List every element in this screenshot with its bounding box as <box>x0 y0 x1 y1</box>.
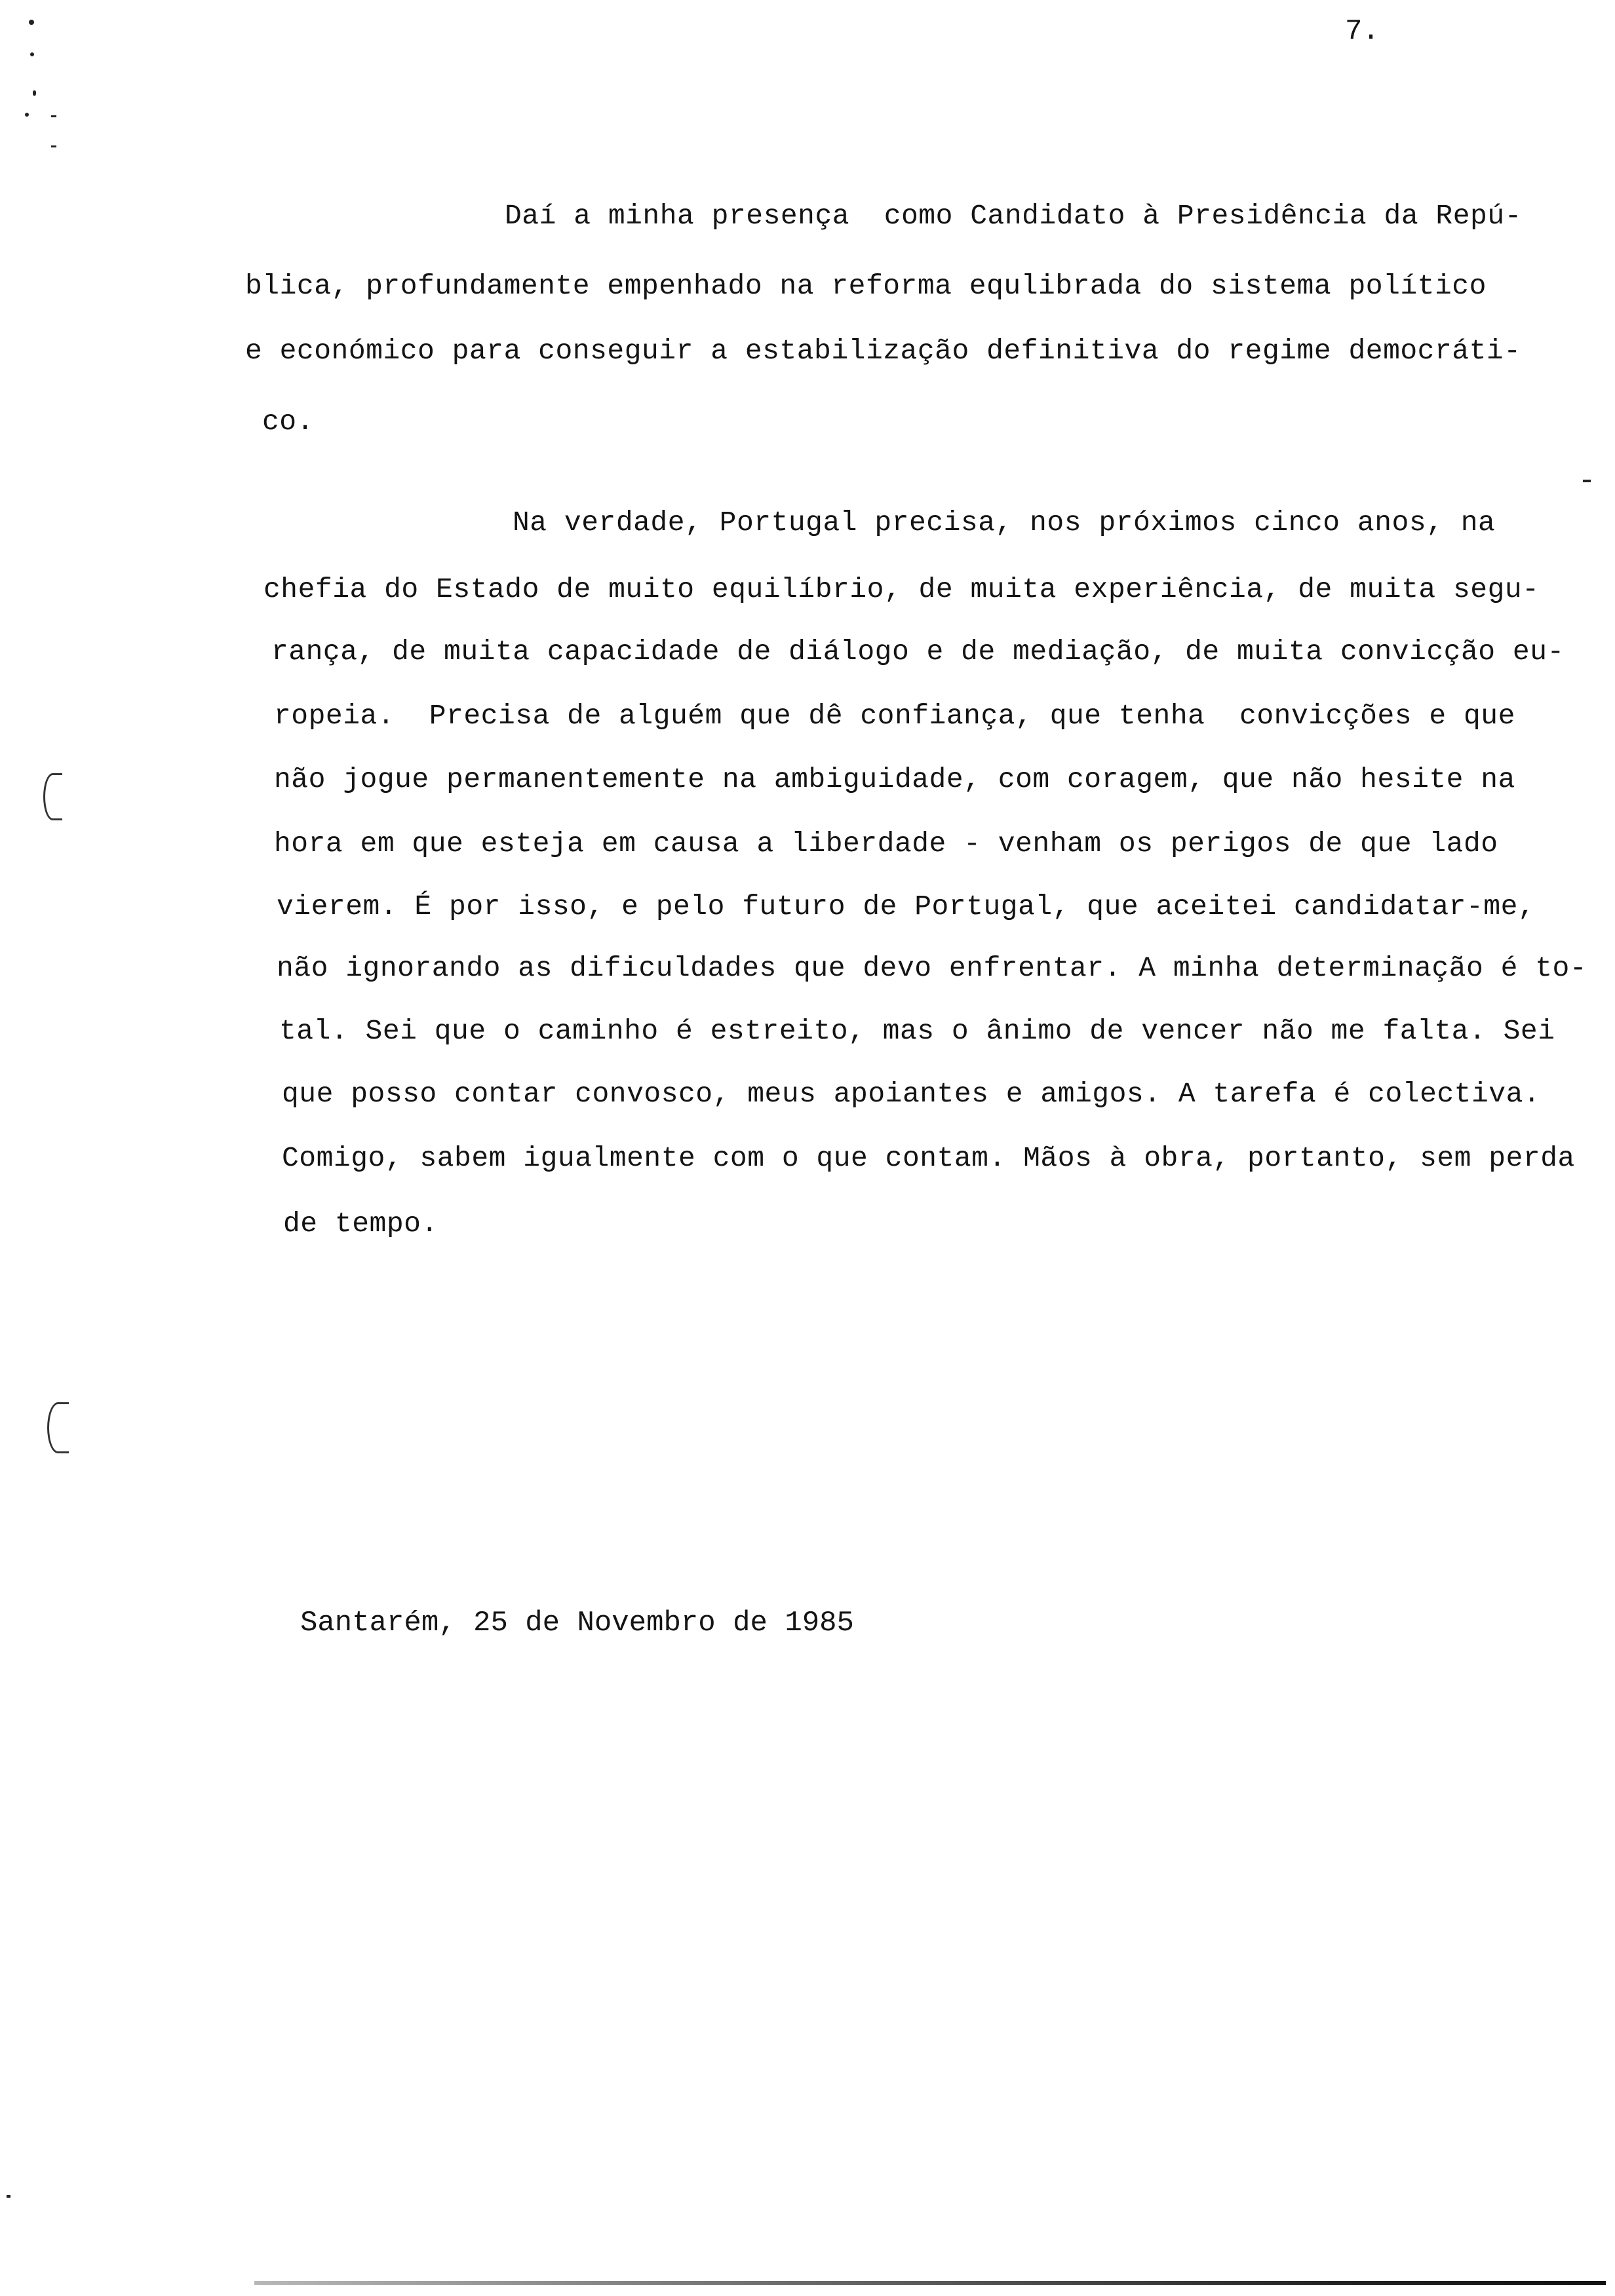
scan-speck <box>51 115 56 117</box>
scan-speck <box>25 113 29 117</box>
place-date-signoff: Santarém, 25 de Novembro de 1985 <box>300 1607 854 1639</box>
text-line: blica, profundamente empenhado na reforma equlibrada do sistema político <box>245 270 1487 302</box>
scan-speck <box>33 90 36 96</box>
text-line: chefia do Estado de muito equilíbrio, de muita experiência, de muita segu- <box>263 573 1540 605</box>
scan-speck <box>1583 480 1591 482</box>
punch-hole-mark <box>43 773 62 820</box>
text-line: ropeia. Precisa de alguém que dê confiança, que tenha convicções e que <box>274 700 1515 732</box>
scan-speck <box>30 52 34 56</box>
text-line: Comigo, sabem igualmente com o que contam. Mãos à obra, portanto, sem perda <box>282 1142 1575 1174</box>
scan-speck <box>51 145 56 147</box>
text-line: vierem. É por isso, e pelo futuro de Portugal, que aceitei candidatar-me, <box>277 890 1536 923</box>
page-number: 7. <box>1345 15 1380 48</box>
text-line: que posso contar convosco, meus apoiantes e amigos. A tarefa é colectiva. <box>282 1078 1541 1110</box>
scan-speck <box>7 2195 10 2198</box>
text-line: de tempo. <box>283 1208 438 1240</box>
text-line: hora em que esteja em causa a liberdade - venham os perigos de que lado <box>274 828 1498 860</box>
text-line: não ignorando as dificuldades que devo enfrentar. A minha determinação é to- <box>277 952 1587 984</box>
text-line: co. <box>262 406 314 438</box>
text-line: Na verdade, Portugal precisa, nos próximos cinco anos, na <box>513 507 1496 539</box>
punch-hole-mark <box>47 1402 69 1453</box>
page-bottom-edge <box>254 2281 1606 2285</box>
text-line: e económico para conseguir a estabilização definitiva do regime democráti- <box>245 335 1521 367</box>
text-line: Daí a minha presença como Candidato à Presidência da Repú- <box>505 200 1522 232</box>
text-line: rança, de muita capacidade de diálogo e de mediação, de muita convicção eu- <box>271 636 1565 668</box>
text-line: não jogue permanentemente na ambiguidade, com coragem, que não hesite na <box>274 763 1515 795</box>
text-line: tal. Sei que o caminho é estreito, mas o ânimo de vencer não me falta. Sei <box>279 1015 1555 1047</box>
scan-speck <box>29 20 34 25</box>
